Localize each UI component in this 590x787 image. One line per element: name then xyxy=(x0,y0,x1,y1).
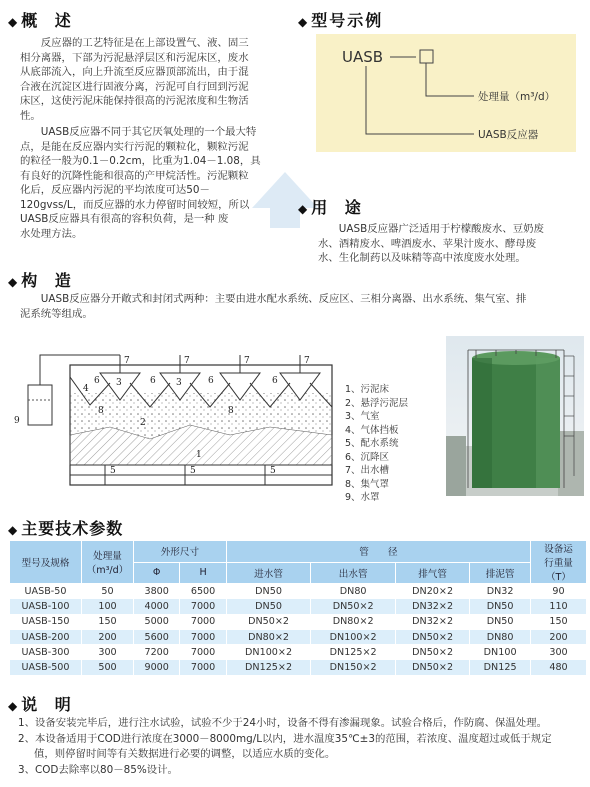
header-capacity: 处理量 （m³/d） xyxy=(82,541,134,584)
svg-text:7: 7 xyxy=(244,356,250,366)
capacity-label: 处理量（m³/d） xyxy=(478,91,556,103)
svg-text:8: 8 xyxy=(228,406,234,416)
svg-text:1: 1 xyxy=(196,450,202,460)
svg-text:3: 3 xyxy=(116,378,122,388)
model-code: UASB xyxy=(342,48,384,66)
svg-text:2: 2 xyxy=(140,418,146,428)
model-title: ◆ 型号示例 xyxy=(298,11,384,30)
diagram-legend: 1、污泥床 2、悬浮污泥层 3、气室 4、气体挡板 5、配水系统 6、沉降区 7、出水槽 8、集气罩 9、水罩 xyxy=(345,384,409,503)
table-row: UASB-300 300 7200 7000 DN100×2 DN125×2 DN50×2 DN100 300 xyxy=(10,645,587,660)
header-pipe: 管 径 xyxy=(226,541,530,563)
svg-text:3: 3 xyxy=(176,378,182,388)
svg-text:7: 7 xyxy=(124,356,130,366)
specs-table xyxy=(9,540,587,676)
notes-title: ◆ 说 明 xyxy=(8,695,77,714)
svg-text:5: 5 xyxy=(110,466,116,476)
usage-text: UASB反应器广泛适用于柠檬酸废水、豆奶废 水、酒精废水、啤酒废水、苹果汁废水、酵母废 水、生化制药以及味精等高中浓度废水处理。 xyxy=(318,223,544,264)
header-h: H xyxy=(180,562,226,584)
header-phi: Φ xyxy=(134,562,180,584)
svg-text:6: 6 xyxy=(208,376,214,386)
table-row: UASB-150 150 5000 7000 DN50×2 DN80×2 DN32×2 DN50 150 xyxy=(10,614,587,629)
svg-text:6: 6 xyxy=(272,376,278,386)
table-row: UASB-200 200 5600 7000 DN80×2 DN100×2 DN50×2 DN80 200 xyxy=(10,629,587,644)
header-sludge: 排泥管 xyxy=(470,562,531,584)
svg-text:6: 6 xyxy=(94,376,100,386)
svg-text:7: 7 xyxy=(184,356,190,366)
svg-text:8: 8 xyxy=(98,406,104,416)
notes-text: 1、设备安装完毕后，进行注水试验，试验不少于24小时，设备不得有渗漏现象。试验合格后，作防腐、保温处理。 2、本设备适用于COD进行浓度在3000－8000mg/L以内，进水温度35℃±3的范围，若浓度、温度超过或低于规定 值，则停留时间等有关数据进行必要的调整，以适应水质的变化。 3、COD去除率以80－85%设计。 xyxy=(18,717,552,776)
reactor-photo xyxy=(446,336,584,496)
header-inlet: 进水管 xyxy=(226,562,311,584)
specs-title: ◆ 主要技术参数 xyxy=(8,519,124,538)
svg-text:6: 6 xyxy=(150,376,156,386)
header-model: 型号及规格 xyxy=(10,541,82,584)
table-row: UASB-100 100 4000 7000 DN50 DN50×2 DN32×2 DN50 110 xyxy=(10,599,587,614)
reactor-label: UASB反应器 xyxy=(478,129,539,141)
header-weight: 设备运 行重量 （T） xyxy=(531,541,587,584)
table-row: UASB-500 500 9000 7000 DN125×2 DN150×2 DN50×2 DN125 480 xyxy=(10,660,587,675)
model-example-box xyxy=(316,34,576,152)
header-outlet: 出水管 xyxy=(311,562,396,584)
svg-text:7: 7 xyxy=(304,356,310,366)
svg-text:9: 9 xyxy=(14,416,20,426)
reactor-structure-diagram xyxy=(10,335,340,495)
svg-text:5: 5 xyxy=(190,466,196,476)
svg-text:4: 4 xyxy=(83,384,89,394)
overview-title: ◆ 概 述 xyxy=(8,11,77,30)
overview-text: 反应器的工艺特征是在上部设置气、液、固三 相分离器，下部为污泥悬浮层区和污泥床区，废水 从底部流入，向上升流至反应器顶部流出，由于混 合液在沉淀区进行固液分离，污泥可自行回到污泥 床区，这使污泥床能保持很高的污泥浓度和生物活 性。 UASB反应器不同于其它厌氧处理的一个最大特 点，是能在反应器内实行污泥的颗粒化，颗粒污泥 的粒径一般为0.1－0.2cm，比重为1.04－1.08，具 有良好的沉降性能和很高的产甲烷活性。污泥颗粒 化后，反应器内污泥的平均浓度可达50－ 120gvss/L，而反应器的水力停留时间较短，所以 UASB反应器具有很高的容积负荷，是一种 废 水处理方法。 xyxy=(20,37,261,240)
header-size: 外形尺寸 xyxy=(134,541,227,563)
structure-title: ◆ 构 造 xyxy=(8,271,77,290)
table-row: UASB-50 50 3800 6500 DN50 DN80 DN20×2 DN32 90 xyxy=(10,584,587,599)
header-exhaust: 排气管 xyxy=(395,562,469,584)
usage-title: ◆ 用 途 xyxy=(298,198,367,217)
structure-text: UASB反应器分开敞式和封闭式两种：主要由进水配水系统、反应区、三相分离器、出水系统、集气室、排 泥系统等组成。 xyxy=(20,293,527,320)
svg-text:5: 5 xyxy=(270,466,276,476)
